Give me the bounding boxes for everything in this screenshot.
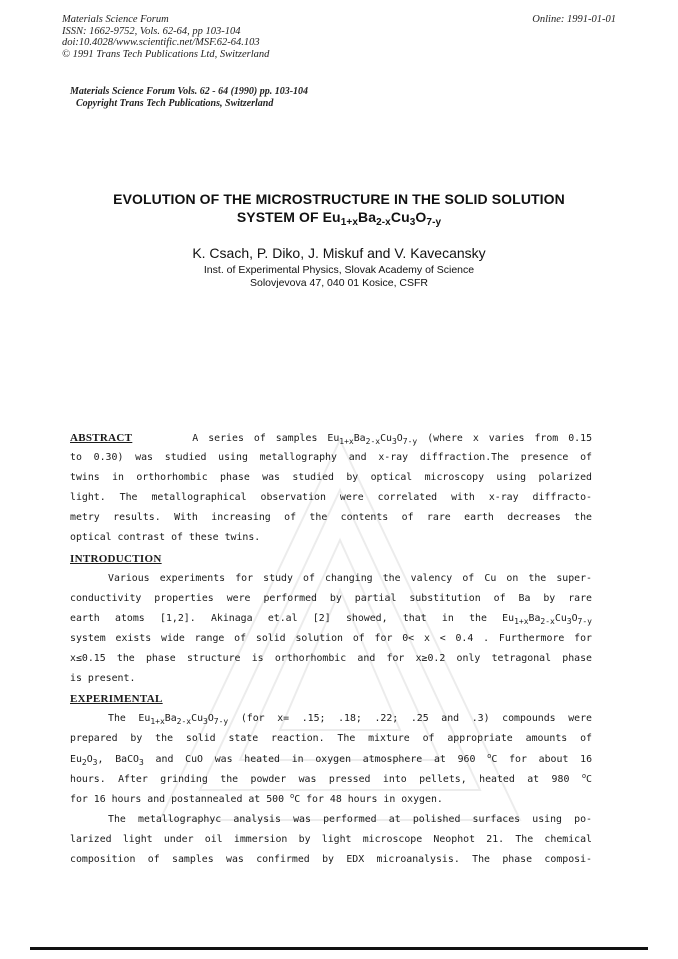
- abstract-line: ABSTRACT A series of samples $Eu_{1+x}Ba_{2-x}Cu_3O_{7-y}$ (where x varies from 0.15: [70, 432, 592, 446]
- experimental-heading: EXPERIMENTAL: [70, 693, 163, 706]
- introduction-line: conductivity properties were performed by partial substitution of Ba by rare: [70, 592, 592, 604]
- authors: K. Csach, P. Diko, J. Miskuf and V. Kavecansky: [192, 245, 486, 261]
- affiliation-line-2: Solovjevova 47, 040 01 Kosice, CSFR: [249, 276, 428, 289]
- publication-metadata: [62, 14, 269, 60]
- affiliation-line-1: Inst. of Experimental Physics, Slovak Academy of Science: [203, 264, 475, 276]
- issn-line: ISSN: 1662-9752, Vols. 62-64, pp 103-104: [62, 25, 241, 37]
- journal-citation-line: Materials Science Forum Vols. 62 - 64 (1990) pp. 103-104: [70, 86, 309, 97]
- abstract-line: optical contrast of these twins.: [70, 532, 261, 544]
- experimental-line: The $Eu_{1+x}Ba_{2-x}Cu_3O_{7-y}$ (for x= .15; .18; .22; .25 and .3) compounds were: [108, 713, 592, 727]
- experimental-line: $Eu_2O_3$, BaCO$_3$ and CuO was heated in oxygen atmosphere at 960 $^o$C for about 16: [70, 751, 592, 767]
- abstract-line: to 0.30) was studied using metallography and x-ray diffraction.The presence of: [70, 452, 592, 464]
- introduction-line: Various experiments for study of changing the valency of Cu on the super-: [108, 572, 592, 584]
- experimental-line: prepared by the solid state reaction. The mixture of appropriate amounts of: [70, 733, 592, 745]
- paper-body: [70, 428, 592, 870]
- introduction-heading: INTRODUCTION: [70, 552, 162, 565]
- abstract-line: light. The metallographical observation were correlated with x-ray diffracto-: [70, 492, 592, 504]
- introduction-line: system exists wide range of solid solution of for 0< x < 0.4 . Furthermore for: [70, 632, 592, 644]
- abstract-line: metry results. With increasing of the contents of rare earth decreases the: [70, 512, 592, 524]
- experimental-line: composition of samples was confirmed by EDX microanalysis. The phase composi-: [70, 853, 592, 865]
- abstract-heading: ABSTRACT: [70, 432, 133, 444]
- journal-copyright-line: Copyright Trans Tech Publications, Switzerland: [76, 98, 274, 109]
- experimental-line: The metallographyc analysis was performed at polished surfaces using po-: [108, 813, 592, 825]
- introduction-line: is present.: [70, 673, 136, 685]
- online-date: Online: 1991-01-01: [532, 14, 616, 25]
- introduction-heading-line: [70, 549, 592, 569]
- experimental-line: for 16 hours and postannealed at 500 $^o$C for 48 hours in oxygen.: [70, 791, 443, 805]
- journal-name: Materials Science Forum: [62, 14, 169, 25]
- title-line-2: SYSTEM OF $Eu_{1+x}Ba_{2-x}Cu_3O_{7-y}$: [236, 209, 442, 228]
- copyright-line: © 1991 Trans Tech Publications Ltd, Switzerland: [62, 48, 270, 60]
- title-line-1: EVOLUTION OF THE MICROSTRUCTURE IN THE SOLID SOLUTION: [113, 191, 565, 207]
- abstract-line: twins in orthorhombic phase was studied by optical microscopy using polarized: [70, 472, 592, 484]
- introduction-line: x≤0.15 the phase structure is orthorhombic and for x≥0.2 only tetragonal phase: [70, 653, 592, 665]
- experimental-line: hours. After grinding the powder was pressed into pellets, heated at 980 $^o$C: [70, 771, 592, 785]
- experimental-heading-line: [70, 689, 592, 709]
- introduction-line: earth atoms [1,2]. Akinaga et.al [2] showed, that in the $Eu_{1+x}Ba_{2-x}Cu_3O_{7-y}$: [70, 612, 592, 626]
- footer-rule: [30, 947, 648, 950]
- doi-link[interactable]: doi:10.4028/www.scientific.net/MSF.62-64.103: [62, 37, 260, 48]
- experimental-line: larized light under oil immersion by light microscope Neophot 21. The chemical: [70, 833, 592, 845]
- journal-citation: [70, 86, 308, 110]
- affiliation: [0, 264, 678, 289]
- paper-title: [0, 190, 678, 226]
